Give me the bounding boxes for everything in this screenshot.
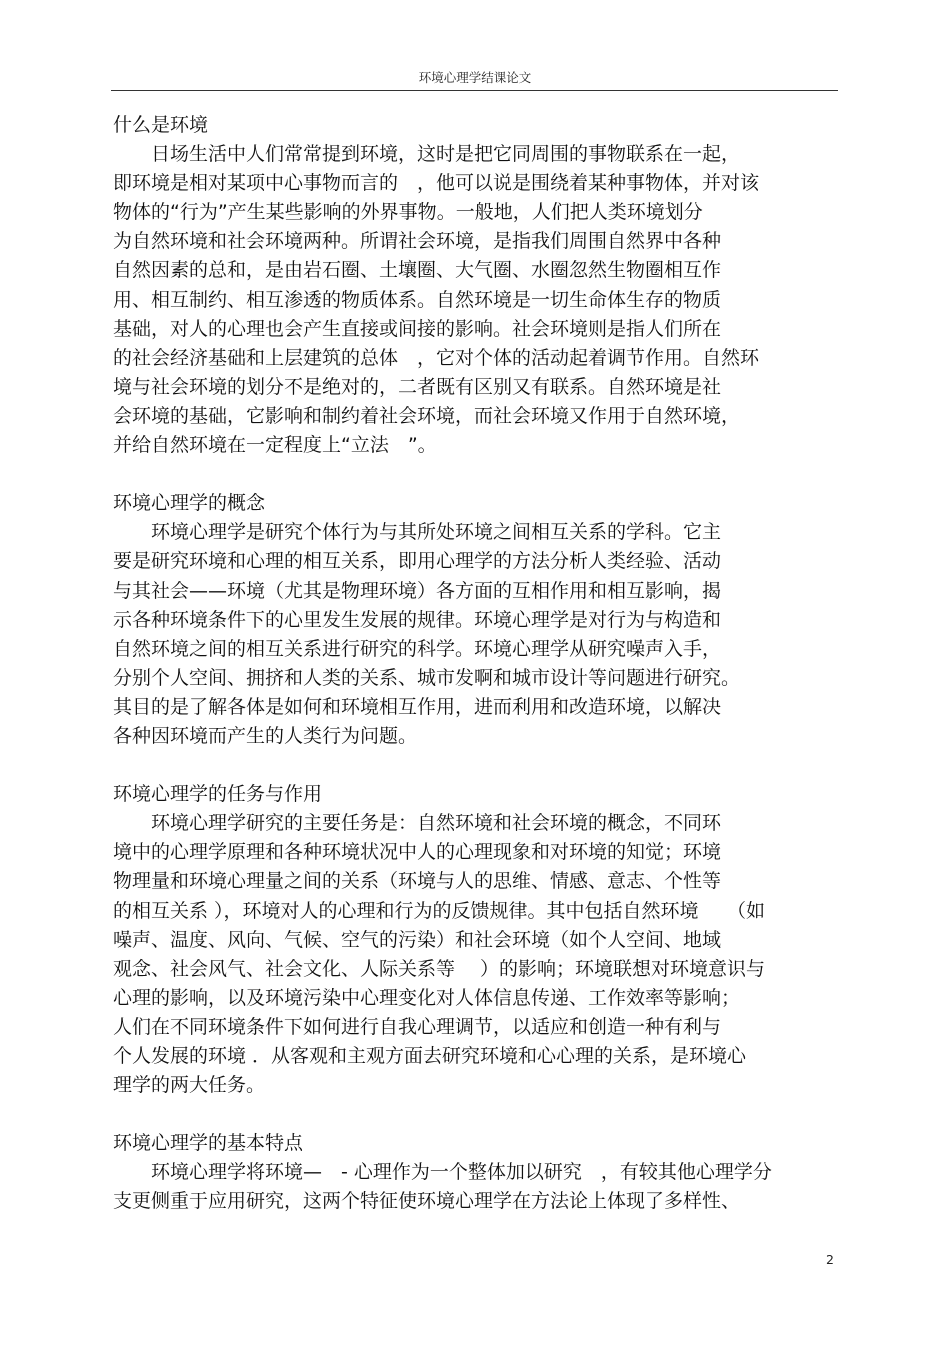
body-line: 为自然环境和社会环境两种。所谓社会环境，是指我们周围自然界中各种 (113, 230, 722, 253)
body-line: 的相互关系 ），环境对人的心理和行为的反馈规律。其中包括自然环境 （如 (113, 899, 766, 922)
section-heading: 环境心理学的任务与作用 (113, 783, 323, 806)
body-line: 基础，对人的心理也会产生直接或间接的影响。社会环境则是指人们所在 (113, 317, 722, 340)
body-line: 理学的两大任务。 (113, 1074, 266, 1097)
body-line: 自然因素的总和，是由岩石圈、土壤圈、大气圈、水圈忽然生物圈相互作 (113, 259, 722, 282)
body-line: 分别个人空间、拥挤和人类的关系、城市发啊和城市设计等问题进行研究。 (113, 666, 741, 689)
body-line: 的社会经济基础和上层建筑的总体 ，它对个体的活动起着调节作用。自然环 (113, 346, 760, 369)
body-line: 人们在不同环境条件下如何进行自我心理调节，以适应和创造一种有利与 (113, 1015, 722, 1038)
body-line: 各种因环境而产生的人类行为问题。 (113, 724, 418, 747)
body-line: 与其社会——环境（尤其是物理环境）各方面的互相作用和相互影响，揭 (113, 579, 722, 602)
body-line: 心理的影响，以及环境污染中心理变化对人体信息传递、工作效率等影响； (113, 986, 741, 1009)
page-header: 环境心理学结课论文 (418, 70, 532, 85)
paragraph-gap (113, 1100, 837, 1129)
body-line: 环境心理学将环境— - 心理作为一个整体加以研究 ，有较其他心理学分 (113, 1161, 772, 1184)
body-line: 要是研究环境和心理的相互关系，即用心理学的方法分析人类经验、活动 (113, 550, 722, 573)
body-line: 个人发展的环境 ．从客观和主观方面去研究环境和心心理的关系，是环境心 (113, 1045, 747, 1067)
body-line: 会环境的基础，它影响和制约着社会环境，而社会环境又作用于自然环境， (113, 404, 741, 427)
body-line: 自然环境之间的相互关系进行研究的科学。环境心理学从研究噪声入手， (113, 637, 722, 660)
page-number: 2 (826, 1252, 834, 1267)
body-line: 即环境是相对某项中心事物而言的 ，他可以说是围绕着某种事物体，并对该 (113, 172, 760, 195)
body-line: 支更侧重于应用研究，这两个特征使环境心理学在方法论上体现了多样性、 (113, 1190, 741, 1213)
body-line: 境与社会环境的划分不是绝对的，二者既有区别又有联系。自然环境是社 (113, 375, 722, 398)
paragraph-gap (113, 751, 837, 780)
body-line: 用、相互制约、相互渗透的物质体系。自然环境是一切生命体生存的物质 (113, 288, 722, 311)
section-heading: 什么是环境 (113, 114, 209, 136)
body-line: 环境心理学是研究个体行为与其所处环境之间相互关系的学科。它主 (113, 521, 722, 544)
body-line: 并给自然环境在一定程度上“立法 ”。 (113, 434, 437, 457)
paragraph-gap (113, 460, 837, 489)
body-line: 噪声、温度、风向、气候、空气的污染）和社会环境（如个人空间、地域 (113, 928, 722, 951)
section-heading: 环境心理学的概念 (113, 492, 266, 515)
body-line: 环境心理学研究的主要任务是：自然环境和社会环境的概念，不同环 (113, 812, 722, 835)
body-line: 示各种环境条件下的心里发生发展的规律。环境心理学是对行为与构造和 (113, 608, 722, 631)
section-heading: 环境心理学的基本特点 (113, 1132, 304, 1155)
body-line: 其目的是了解各体是如何和环境相互作用，进而利用和改造环境，以解决 (113, 695, 722, 718)
document-body (113, 111, 837, 1217)
body-line: 境中的心理学原理和各种环境状况中人的心理现象和对环境的知觉；环境 (113, 841, 722, 864)
body-line: 日场生活中人们常常提到环境，这时是把它同周围的事物联系在一起， (113, 143, 741, 166)
body-line: 观念、社会风气、社会文化、人际关系等 ）的影响；环境联想对环境意识与 (113, 957, 766, 980)
body-line: 物体的“行为”产生某些影响的外界事物。一般地，人们把人类环境划分 (113, 201, 703, 224)
body-line: 物理量和环境心理量之间的关系（环境与人的思维、情感、意志、个性等 (113, 870, 722, 893)
header-divider (111, 90, 838, 91)
